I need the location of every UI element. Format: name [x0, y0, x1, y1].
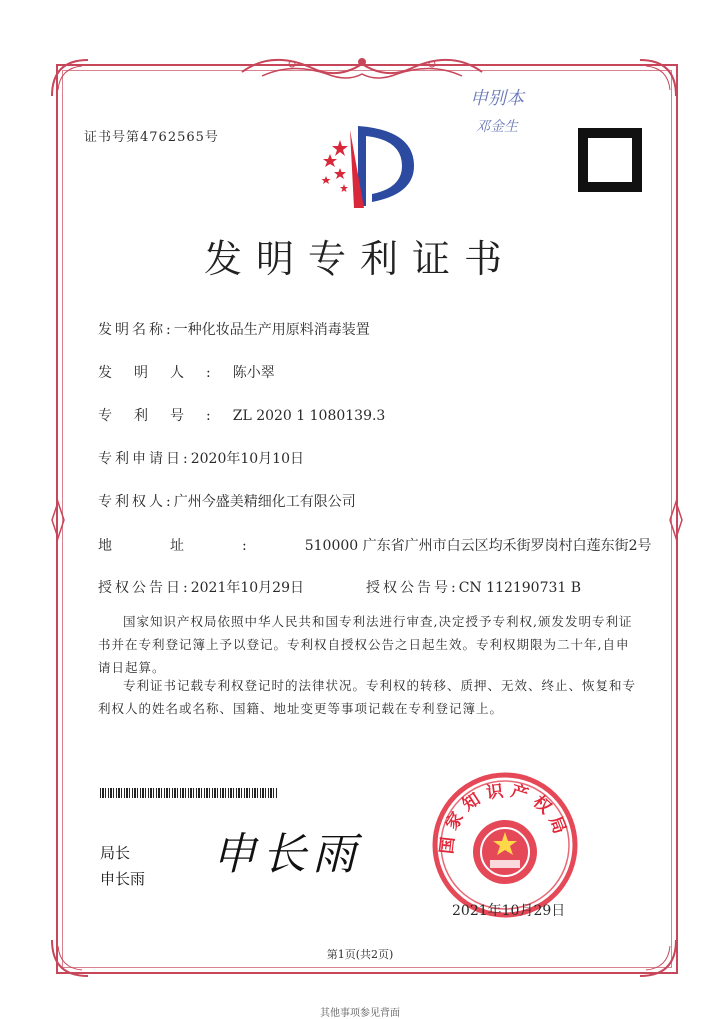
page-number: 第1页(共2页) [326, 948, 394, 961]
barcode [100, 788, 278, 798]
application-date-row [98, 448, 304, 468]
cnipa-logo-icon [310, 122, 420, 210]
application-date-label: 专利申请日: [98, 451, 191, 467]
page-title: 发明专利证书 [203, 237, 516, 281]
patentee-label: 专利权人: [98, 494, 174, 510]
address-row [98, 535, 652, 555]
grant-number-value: CN 112190731 B [458, 580, 582, 596]
handwritten-note: 邓金生 [476, 119, 518, 135]
qr-code [578, 128, 642, 192]
corner-ornament-tr [636, 56, 680, 100]
inventor-label: 发明人: [98, 365, 233, 381]
patentee-value: 广州今盛美精细化工有限公司 [173, 494, 356, 510]
patent-number-value: ZL 2020 1 1080139.3 [232, 408, 386, 424]
signatory-name: 申长雨 [100, 870, 146, 888]
inventor-row [98, 362, 275, 382]
inventor-value: 陈小翠 [232, 365, 275, 381]
invention-name-value: 一种化妆品生产用原料消毒装置 [173, 322, 370, 338]
patent-number-row [98, 405, 385, 425]
bottom-note: 其他事项参见背面 [320, 1008, 400, 1019]
certificate-number: 证书号第4762565号 [84, 130, 219, 145]
application-date-value: 2020年10月10日 [190, 451, 304, 467]
top-ornament [232, 50, 492, 86]
signatory-title: 局长 [100, 844, 131, 862]
address-label: 地址: [98, 538, 305, 554]
grant-date-row [98, 577, 304, 597]
seal-text [430, 770, 580, 920]
body-paragraph: 国家知识产权局依照中华人民共和国专利法进行审查,决定授予专利权,颁发发明专利证书并在专利登记簿上予以登记。专利权自授权公告之日起生效。专利权期限为二十年,自申请日起算。 [98, 614, 633, 675]
seal-date: 2021年10月29日 [452, 903, 566, 919]
handwritten-note: 申别本 [470, 88, 524, 109]
svg-text:国家知识产权局 [437, 780, 571, 855]
seal-text-path: 国家知识产权局 [437, 780, 572, 855]
grant-date-value: 2021年10月29日 [190, 580, 304, 596]
grant-number-label: 授权公告号: [366, 580, 459, 596]
patentee-row [98, 491, 356, 511]
body-paragraph: 专利证书记载专利权登记时的法律状况。专利权的转移、质押、无效、终止、恢复和专利权人的姓名或名称、国籍、地址变更等事项记载在专利登记簿上。 [98, 678, 637, 716]
invention-name-label: 发明名称: [98, 322, 174, 338]
side-ornament-left [50, 500, 66, 540]
corner-ornament-tl [48, 56, 92, 100]
invention-name-row [98, 319, 370, 339]
address-value: 510000 广东省广州市白云区均禾街罗岗村白莲东街2号 [304, 538, 652, 554]
patent-number-label: 专利号: [98, 408, 233, 424]
side-ornament-right [668, 500, 684, 540]
grant-number-row [366, 577, 581, 597]
handwritten-signature: 申长雨 [212, 829, 362, 880]
grant-date-label: 授权公告日: [98, 580, 191, 596]
